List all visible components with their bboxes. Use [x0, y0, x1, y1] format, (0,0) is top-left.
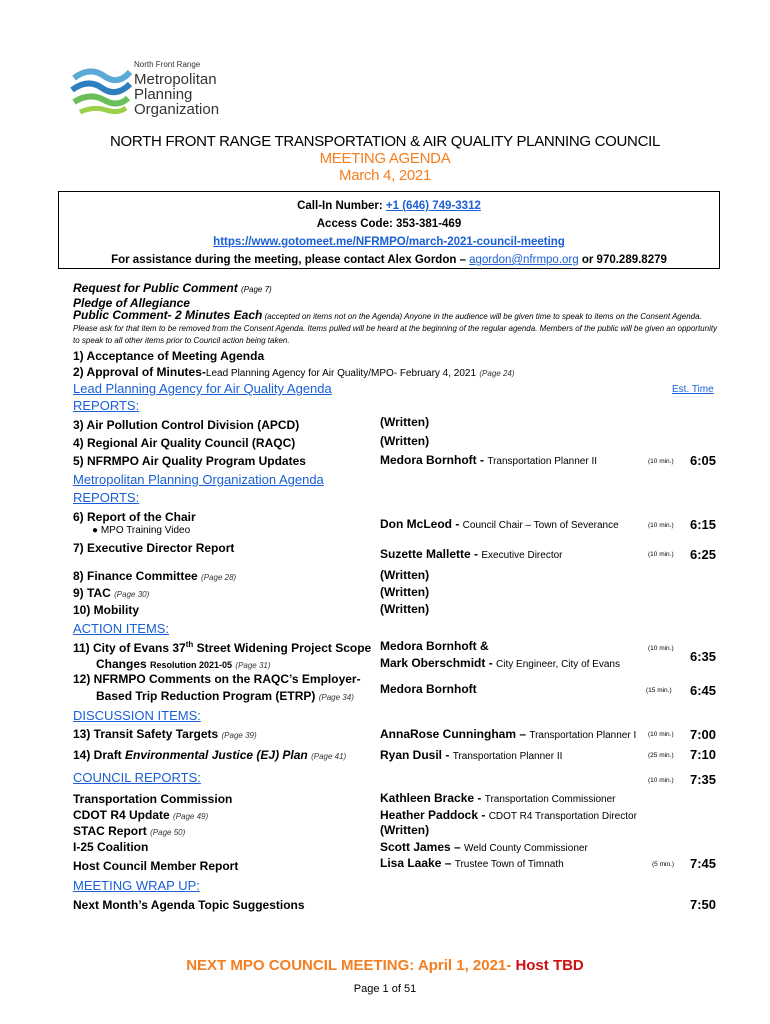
- item-11-duration: (10 min.): [648, 645, 674, 652]
- item-10-presenter: (Written): [380, 602, 430, 616]
- item-11-cont: Changes Resolution 2021-05 (Page 31): [96, 657, 271, 671]
- mpo-reports-heading: REPORTS:: [73, 490, 140, 505]
- item-7-presenter: Suzette Mallette - Executive Director: [380, 547, 563, 561]
- council-item-host: Host Council Member Report: [73, 859, 239, 873]
- call-in-box: [58, 191, 720, 269]
- logo-line4: Organization: [134, 101, 220, 118]
- item-11-presenter-1: Medora Bornhoft &: [380, 639, 489, 653]
- wrap-up-heading: MEETING WRAP UP:: [73, 878, 200, 893]
- item-6: 6) Report of the Chair: [73, 510, 196, 524]
- host-time: 7:45: [690, 856, 717, 871]
- item-8: 8) Finance Committee (Page 28): [73, 569, 237, 583]
- access-code: Access Code: 353-381-469: [316, 218, 462, 230]
- item-13: 13) Transit Safety Targets (Page 39): [73, 727, 257, 741]
- item-5: 5) NFRMPO Air Quality Program Updates: [73, 454, 306, 468]
- council-item-stac: STAC Report (Page 50): [73, 824, 186, 838]
- item-11: 11) City of Evans 37th Street Widening Project Scope: [73, 640, 372, 655]
- host-duration: (5 min.): [652, 861, 675, 868]
- council-item-cdot: CDOT R4 Update (Page 49): [73, 808, 209, 822]
- council-title: NORTH FRONT RANGE TRANSPORTATION & AIR QUALITY PLANNING COUNCIL: [109, 133, 661, 150]
- item-8-presenter: (Written): [380, 568, 430, 582]
- logo-line3: Planning: [134, 86, 193, 103]
- wrap-time: 7:50: [690, 897, 717, 912]
- lpa-reports-heading: REPORTS:: [73, 398, 140, 413]
- item-4-presenter: (Written): [380, 434, 430, 448]
- council-presenter-2: Heather Paddock - CDOT R4 Transportation Director: [380, 808, 637, 822]
- item-10: 10) Mobility: [73, 603, 140, 617]
- est-time-heading: Est. Time: [672, 384, 714, 395]
- mpo-heading: Metropolitan Planning Organization Agenda: [73, 472, 324, 487]
- item-13-duration: (10 min.): [648, 731, 674, 738]
- council-presenter-4: Scott James – Weld County Commissioner: [380, 840, 588, 854]
- action-items-heading: ACTION ITEMS:: [73, 621, 170, 636]
- item-6-presenter: Don McLeod - Council Chair – Town of Severance: [380, 517, 619, 531]
- council-time: 7:35: [690, 772, 717, 787]
- council-duration: (10 min.): [648, 777, 674, 784]
- item-11-presenter-2: Mark Oberschmidt - City Engineer, City of Evans: [380, 656, 620, 670]
- nfrmpo-logo: [70, 58, 240, 120]
- public-comment-para: Public Comment- 2 Minutes Each (accepted on items not on the Agenda) Anyone in the audience will be given time to speak to items on the Consent Agenda. Please ask for that item to be removed from the Consent Agenda. Items pulled will be heard at the beginning of the regular agenda. Members of the public will be given an opportunity to speak to all other items prior to Council action being taken.: [73, 308, 718, 345]
- item-14-time: 7:10: [690, 747, 717, 762]
- item-3: 3) Air Pollution Control Division (APCD): [73, 418, 300, 432]
- item-9-presenter: (Written): [380, 585, 430, 599]
- council-reports-heading: COUNCIL REPORTS:: [73, 770, 201, 785]
- logo-line2: Metropolitan: [134, 71, 217, 88]
- item-5-time: 6:05: [690, 453, 717, 468]
- item-12-time: 6:45: [690, 683, 717, 698]
- item-7-time: 6:25: [690, 547, 717, 562]
- council-item-i25: I-25 Coalition: [73, 840, 149, 854]
- meeting-date: March 4, 2021: [339, 167, 431, 184]
- assist-phone: or 970.289.8279: [578, 254, 667, 266]
- item-12: 12) NFRMPO Comments on the RAQC’s Employer-: [73, 672, 361, 686]
- item-6-bullet: ● MPO Training Video: [92, 525, 191, 536]
- item-12-presenter: Medora Bornhoft: [380, 682, 477, 696]
- item-1: 1) Acceptance of Meeting Agenda: [73, 349, 265, 363]
- page-number: Page 1 of 51: [353, 983, 417, 995]
- meeting-url-link[interactable]: https://www.gotomeet.me/NFRMPO/march-2021-council-meeting: [213, 236, 565, 248]
- item-4: 4) Regional Air Quality Council (RAQC): [73, 436, 296, 450]
- item-14-duration: (25 min.): [648, 752, 674, 759]
- council-presenter-1: Kathleen Bracke - Transportation Commissioner: [380, 791, 616, 805]
- item-12-duration: (15 min.): [646, 687, 672, 694]
- council-item-transportation-commission: Transportation Commission: [73, 792, 233, 806]
- item-13-presenter: AnnaRose Cunningham – Transportation Planner I: [380, 727, 637, 741]
- call-in-label: Call-In Number:: [297, 200, 386, 212]
- item-13-time: 7:00: [690, 727, 717, 742]
- item-14: 14) Draft Environmental Justice (EJ) Plan (Page 41): [73, 748, 347, 762]
- item-7-duration: (10 min.): [648, 551, 674, 558]
- agenda-title: MEETING AGENDA: [319, 150, 451, 167]
- lpa-heading: Lead Planning Agency for Air Quality Agenda: [73, 381, 332, 396]
- request-public-comment: Request for Public Comment (Page 7): [73, 281, 272, 295]
- item-5-presenter: Medora Bornhoft - Transportation Planner II: [380, 453, 598, 467]
- wrap-item-next-month: Next Month’s Agenda Topic Suggestions: [73, 898, 305, 912]
- assist-email-link[interactable]: agordon@nfrmpo.org: [469, 254, 579, 266]
- item-11-time: 6:35: [690, 649, 717, 664]
- item-6-time: 6:15: [690, 517, 717, 532]
- call-in-number-link[interactable]: +1 (646) 749-3312: [385, 200, 481, 212]
- council-presenter-3: (Written): [380, 823, 430, 837]
- item-6-duration: (10 min.): [648, 522, 674, 529]
- item-3-presenter: (Written): [380, 415, 430, 429]
- discussion-items-heading: DISCUSSION ITEMS:: [73, 708, 201, 723]
- item-9: 9) TAC (Page 30): [73, 586, 150, 600]
- assist-text: For assistance during the meeting, please contact Alex Gordon –: [111, 254, 470, 266]
- item-5-duration: (10 min.): [648, 458, 674, 465]
- next-meeting-banner: NEXT MPO COUNCIL MEETING: April 1, 2021- Host TBD: [186, 957, 584, 974]
- item-12-cont: Based Trip Reduction Program (ETRP) (Page 34): [96, 689, 354, 703]
- council-presenter-5: Lisa Laake – Trustee Town of Timnath: [380, 856, 564, 870]
- pledge-of-allegiance: Pledge of Allegiance: [73, 296, 190, 310]
- logo-line1: North Front Range: [134, 60, 201, 69]
- item-14-presenter: Ryan Dusil - Transportation Planner II: [380, 748, 563, 762]
- item-2: 2) Approval of Minutes-Lead Planning Agency for Air Quality/MPO- February 4, 2021 (Page 24): [73, 365, 515, 379]
- item-7: 7) Executive Director Report: [73, 541, 235, 555]
- logo-wave-icon: [70, 58, 132, 120]
